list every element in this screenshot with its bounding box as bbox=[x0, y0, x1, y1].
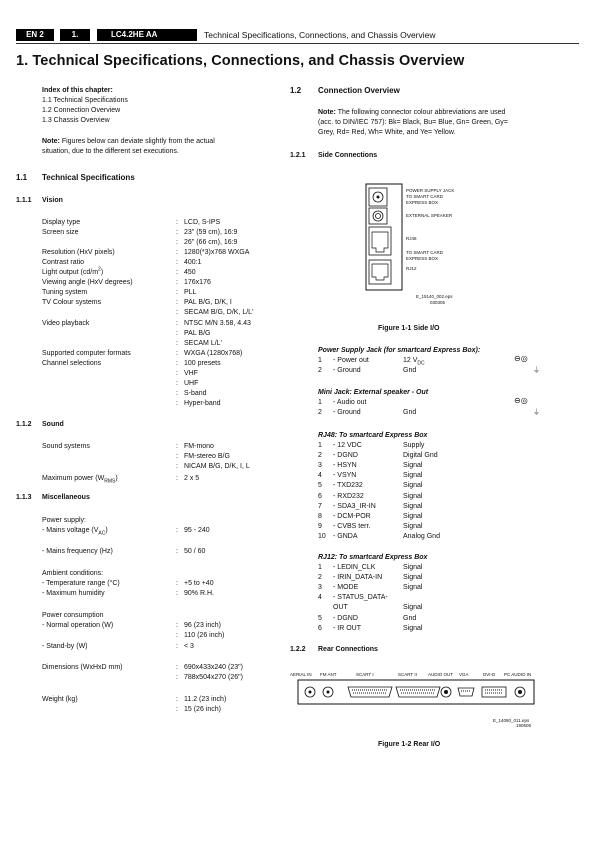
fig-label: TO SMART CARD bbox=[406, 194, 444, 199]
note2-line: (acc. to DIN/IEC 757): Bk= Black, Bu= Blue, Gn= Green, Gy= bbox=[318, 119, 508, 126]
connector-label: AERIAL IN bbox=[290, 672, 312, 677]
pin-number: 2 bbox=[318, 452, 322, 460]
spec-label: Viewing angle (HxV degrees) bbox=[42, 279, 133, 287]
subsection-number: 1.1.3 bbox=[16, 494, 32, 501]
connector-label: VGA bbox=[459, 672, 469, 677]
fig-label: POWER SUPPLY JACK bbox=[406, 188, 455, 193]
fig-date: 030305 bbox=[430, 300, 446, 305]
pin-table-title: RJ48: To smartcard Express Box bbox=[318, 432, 428, 439]
note2-line: Grey, Rd= Red, Wh= White, and Ye= Yellow. bbox=[318, 129, 456, 136]
fig-date: 190605 bbox=[516, 723, 532, 728]
spec-label: - Mains voltage $(V_{AC})$ bbox=[42, 527, 108, 537]
section-title: Connection Overview bbox=[318, 86, 400, 95]
spec-value: 50 / 60 bbox=[184, 548, 206, 555]
spec-label: Video playback bbox=[42, 319, 90, 327]
subsection-title: Rear Connections bbox=[318, 646, 378, 653]
note-label: Note: bbox=[42, 138, 60, 145]
pin-number: 6 bbox=[318, 492, 322, 500]
spec-value: 95 - 240 bbox=[184, 527, 210, 534]
fig-code: E_15140_002.eps bbox=[416, 294, 453, 299]
spec-value: 690x433x240 (23") bbox=[184, 664, 243, 671]
header-tab-chapter: 1. bbox=[60, 29, 90, 41]
pin-table-title: Mini Jack: External speaker - Out bbox=[318, 389, 429, 396]
spec-value: PAL B/G, D/K, I bbox=[184, 299, 232, 307]
rear-io-drawing bbox=[296, 678, 540, 720]
spec-value: 11.2 (23 inch) bbox=[184, 696, 227, 703]
colon: : bbox=[176, 389, 178, 397]
pin-name: - LEDIN_CLK bbox=[333, 564, 376, 571]
pin-type: Signal bbox=[403, 492, 423, 500]
spec-value: 788x504x270 (26") bbox=[184, 674, 243, 681]
pin-name: - Audio out bbox=[333, 399, 367, 406]
note-text-line2: situation, due to the different set executions. bbox=[42, 148, 179, 155]
spec-value: NTSC M/N 3.58, 4.43 bbox=[184, 319, 251, 327]
colon: : bbox=[176, 299, 178, 307]
pin-name: OUT bbox=[333, 604, 348, 612]
index-item: 1.1 Technical Specifications bbox=[42, 97, 128, 104]
spec-label: Power consumption bbox=[42, 612, 104, 619]
pin-name: - MODE bbox=[333, 584, 359, 592]
pin-type: Signal bbox=[403, 624, 423, 632]
pin-type: Signal bbox=[403, 482, 423, 490]
spec-value: LCD, S-IPS bbox=[184, 219, 221, 226]
spec-value: 176x176 bbox=[184, 279, 211, 287]
pin-number: 3 bbox=[318, 462, 322, 470]
subsection-number: 1.2.1 bbox=[290, 152, 306, 159]
spec-label: - Temperature range (°C) bbox=[42, 580, 120, 587]
spec-label: - Mains frequency (Hz) bbox=[42, 548, 113, 555]
spec-label: Tuning system bbox=[42, 289, 88, 297]
colon: : bbox=[176, 329, 178, 337]
subsection-number: 1.1.2 bbox=[16, 421, 32, 428]
figure-caption: Figure 1-2 Rear I/O bbox=[378, 741, 441, 748]
pin-type: Signal bbox=[403, 584, 423, 592]
colon: : bbox=[176, 319, 178, 327]
pin-name: - Ground bbox=[333, 409, 361, 416]
colon: : bbox=[176, 463, 178, 470]
spec-value: 2 x 5 bbox=[184, 475, 200, 482]
spec-label: Channel selections bbox=[42, 359, 102, 367]
pin-type: Gnd bbox=[403, 614, 417, 622]
spec-label: Weight (kg) bbox=[42, 696, 78, 703]
spec-value: VHF bbox=[184, 369, 198, 377]
pin-name: - GNDA bbox=[333, 532, 358, 540]
pin-name: - CVBS terr. bbox=[333, 522, 371, 530]
ground-symbol-icon: ⏚ bbox=[533, 367, 540, 374]
spec-value: PLL bbox=[184, 289, 197, 297]
colon: : bbox=[176, 443, 178, 450]
pin-number: 4 bbox=[318, 594, 322, 602]
spec-value: 400:1 bbox=[184, 259, 202, 267]
subsection-number: 1.2.2 bbox=[290, 646, 306, 653]
output-symbol-icon: ⊖◎ bbox=[514, 354, 528, 363]
pin-number: 3 bbox=[318, 584, 322, 592]
spec-value: 23" (59 cm), 16:9 bbox=[184, 229, 238, 237]
pin-name: - IRIN_DATA-IN bbox=[333, 574, 383, 582]
subsection-number: 1.1.1 bbox=[16, 197, 32, 204]
pin-type: Signal bbox=[403, 522, 423, 530]
colon: : bbox=[176, 279, 178, 287]
colon: : bbox=[176, 379, 178, 387]
note2-text: The following connector colour abbreviations are used bbox=[335, 109, 506, 116]
spec-value: < 3 bbox=[184, 643, 194, 650]
colon: : bbox=[176, 289, 178, 297]
pin-name: - Power out bbox=[333, 357, 369, 364]
index-item: 1.3 Chassis Overview bbox=[42, 117, 110, 124]
spec-value: WXGA (1280x768) bbox=[184, 349, 243, 357]
fig-label: TO SMART CARD bbox=[406, 250, 444, 255]
pin-number: 1 bbox=[318, 564, 322, 571]
pin-name: - STATUS_DATA- bbox=[333, 594, 388, 602]
spec-value: 90% R.H. bbox=[184, 590, 214, 597]
colon: : bbox=[176, 229, 178, 237]
spec-label: Supported computer formats bbox=[42, 349, 131, 357]
section-number: 1.2 bbox=[290, 86, 302, 95]
colon: : bbox=[176, 349, 178, 357]
spec-value: 450 bbox=[184, 269, 196, 277]
pin-name: - TXD232 bbox=[333, 482, 363, 490]
spec-value: 1280(*3)x768 WXGA bbox=[184, 249, 250, 257]
pin-type: Signal bbox=[403, 512, 423, 520]
colon: : bbox=[176, 369, 178, 377]
colon: : bbox=[176, 259, 178, 267]
note-text: Figures below can deviate slightly from the actual bbox=[59, 138, 215, 145]
pin-name: - Ground bbox=[333, 367, 361, 374]
output-symbol-icon: ⊖◎ bbox=[514, 396, 528, 405]
colon: : bbox=[176, 219, 178, 226]
subsection-title: Vision bbox=[42, 197, 63, 204]
pin-type: Gnd bbox=[403, 367, 417, 374]
colon: : bbox=[176, 339, 178, 347]
spec-label: - Stand-by (W) bbox=[42, 643, 88, 650]
connector-label: PC AUDIO IN bbox=[504, 672, 532, 677]
fig-code: E_14080_011.eps bbox=[493, 718, 530, 723]
page-title: 1. Technical Specifications, Connections, and Chassis Overview bbox=[16, 53, 465, 69]
note2-label: Note: bbox=[318, 109, 336, 116]
colon: : bbox=[176, 475, 178, 482]
pin-type: Signal bbox=[403, 574, 423, 582]
spec-label: Screen size bbox=[42, 229, 79, 237]
note bbox=[42, 137, 215, 147]
subsection-title: Sound bbox=[42, 421, 64, 428]
pin-number: 2 bbox=[318, 574, 322, 582]
colon: : bbox=[176, 309, 178, 317]
connector-label: SCART II bbox=[398, 672, 417, 677]
connector-label: SCART I bbox=[356, 672, 374, 677]
fig-label: EXTERNAL SPEAKER bbox=[406, 213, 453, 218]
pin-table-title: RJ12: To smartcard Express Box bbox=[318, 554, 428, 561]
spec-label: Dimensions (WxHxD mm) bbox=[42, 664, 123, 671]
spec-label: Display type bbox=[42, 219, 81, 226]
spec-value: 96 (23 inch) bbox=[184, 622, 221, 629]
pin-type: Signal bbox=[403, 564, 423, 571]
header-rule bbox=[16, 43, 579, 44]
pin-type: Gnd bbox=[403, 409, 417, 416]
pin-name: - DCM-POR bbox=[333, 512, 371, 520]
pin-type: Signal bbox=[403, 502, 423, 510]
pin-number: 2 bbox=[318, 367, 322, 374]
spec-value: 110 (26 inch) bbox=[184, 632, 225, 639]
pin-name: - IR OUT bbox=[333, 624, 361, 632]
index-title: Index of this chapter: bbox=[42, 87, 113, 94]
pin-name: - VSYN bbox=[333, 472, 357, 480]
pin-number: 1 bbox=[318, 357, 322, 364]
colon: : bbox=[176, 269, 178, 277]
pin-name: - DGND bbox=[333, 452, 358, 460]
connector-label: AUDIO OUT bbox=[428, 672, 454, 677]
header-tab-page: EN 2 bbox=[16, 29, 54, 41]
pin-number: 2 bbox=[318, 409, 322, 416]
spec-value: NICAM B/G, D/K, I, L bbox=[184, 463, 250, 470]
pin-type: Signal bbox=[403, 462, 423, 470]
fig-label: EXPRESS BOX bbox=[406, 200, 439, 205]
spec-label: Resolution (HxV pixels) bbox=[42, 249, 115, 257]
spec-value: Hyper-band bbox=[184, 399, 221, 407]
pin-type: Signal bbox=[403, 604, 423, 612]
pin-type: 12 $V_{DC}$ bbox=[403, 357, 425, 367]
spec-value: 26" (66 cm), 16:9 bbox=[184, 239, 238, 247]
header-tab-model: LC4.2HE AA bbox=[97, 29, 197, 41]
spec-label: Maximum power $(W_{RMS})$ bbox=[42, 475, 118, 485]
spec-label: - Maximum humidity bbox=[42, 590, 105, 597]
connector-label: FM ANT bbox=[320, 672, 337, 677]
colon: : bbox=[176, 239, 178, 247]
pin-table-title: Power Supply Jack (for smartcard Express Box): bbox=[318, 347, 481, 354]
pin-type: Analog Gnd bbox=[403, 532, 440, 540]
spec-value: UHF bbox=[184, 379, 199, 387]
pin-number: 4 bbox=[318, 472, 322, 480]
rear-io-figure bbox=[296, 678, 540, 720]
pin-name: - RXD232 bbox=[333, 492, 364, 500]
pin-type: Supply bbox=[403, 442, 425, 449]
spec-label: Sound systems bbox=[42, 443, 90, 450]
pin-name: - 12 VDC bbox=[333, 442, 362, 449]
pin-number: 8 bbox=[318, 512, 322, 520]
spec-value: S-band bbox=[184, 389, 207, 397]
fig-label: RJ12 bbox=[406, 266, 417, 271]
spec-value: SECAM B/G, D/K, L/L' bbox=[184, 309, 254, 317]
pin-number: 1 bbox=[318, 442, 322, 449]
spec-value: 15 (26 inch) bbox=[184, 706, 221, 713]
pin-name: - SDA3_IR-IN bbox=[333, 502, 376, 510]
ground-symbol-icon: ⏚ bbox=[533, 409, 540, 416]
section-title: Technical Specifications bbox=[42, 173, 135, 182]
colon: : bbox=[176, 359, 178, 367]
spec-label: Ambient conditions: bbox=[42, 570, 104, 577]
spec-value: SECAM L/L' bbox=[184, 339, 222, 347]
pin-number: 1 bbox=[318, 399, 322, 406]
pin-number: 5 bbox=[318, 482, 322, 490]
header-title: Technical Specifications, Connections, and Chassis Overview bbox=[204, 30, 436, 40]
pin-number: 5 bbox=[318, 614, 322, 622]
spec-value: 100 presets bbox=[184, 359, 221, 367]
colon: : bbox=[176, 249, 178, 257]
spec-value: PAL B/G bbox=[184, 329, 211, 337]
spec-label: Contrast ratio bbox=[42, 259, 85, 267]
pin-type: Digital Gnd bbox=[403, 452, 438, 460]
spec-value: +5 to +40 bbox=[184, 580, 214, 587]
pin-name: - DGND bbox=[333, 614, 358, 622]
pin-number: 9 bbox=[318, 522, 322, 530]
spec-value: FM-mono bbox=[184, 443, 214, 450]
spec-label: Light output $(cd/m^2)$ bbox=[42, 266, 104, 277]
pin-type: Signal bbox=[403, 472, 423, 480]
subsection-title: Miscellaneous bbox=[42, 494, 90, 501]
pin-number: 7 bbox=[318, 502, 322, 510]
fig-label: RJ48 bbox=[406, 236, 417, 241]
figure-caption: Figure 1-1 Side I/O bbox=[378, 325, 440, 332]
section-number: 1.1 bbox=[16, 173, 28, 182]
connector-label: DVI-D bbox=[483, 672, 496, 677]
colon: : bbox=[176, 453, 178, 460]
colon: : bbox=[176, 399, 178, 407]
pin-number: 10 bbox=[318, 532, 326, 540]
subsection-title: Side Connections bbox=[318, 152, 378, 159]
spec-label: - Normal operation (W) bbox=[42, 622, 114, 629]
spec-value: FM-stereo B/G bbox=[184, 453, 230, 460]
index-item: 1.2 Connection Overview bbox=[42, 107, 121, 114]
pin-number: 6 bbox=[318, 624, 322, 632]
spec-label: Power supply: bbox=[42, 517, 86, 524]
fig-label: EXPRESS BOX bbox=[406, 256, 439, 261]
pin-name: - HSYN bbox=[333, 462, 357, 470]
note2 bbox=[318, 108, 505, 118]
spec-label: TV Colour systems bbox=[42, 299, 102, 307]
